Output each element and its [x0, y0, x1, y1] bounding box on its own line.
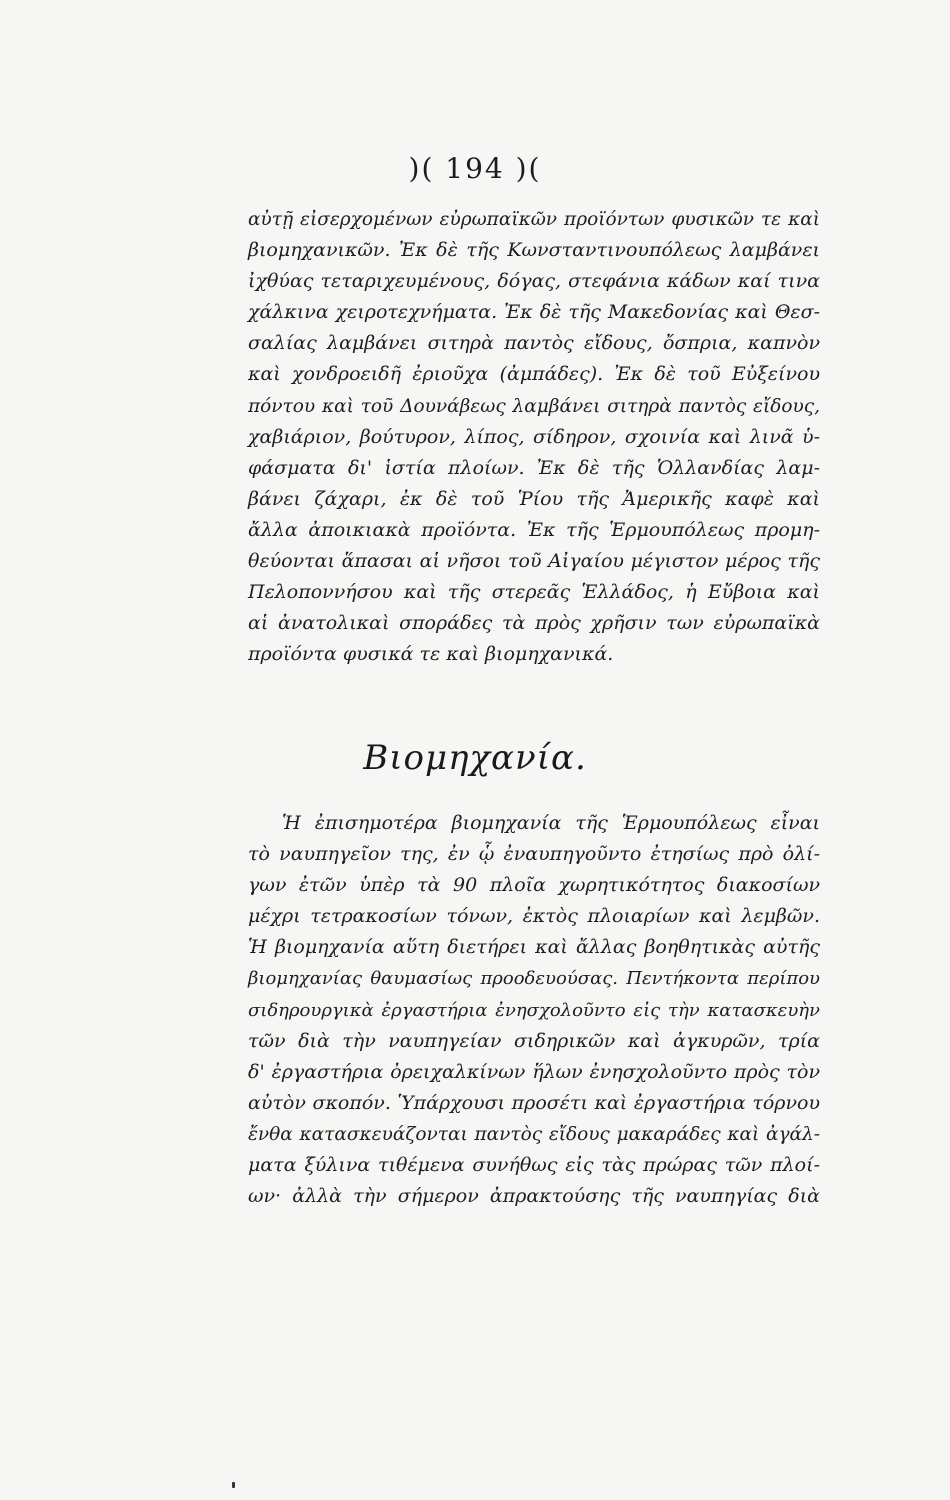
- text-line: Ἡ βιομηχανία αὕτη διετήρει καὶ ἄλλας βοηθητικὰς αὐτῆς: [248, 936, 820, 959]
- text-line: Ἡ ἐπισημοτέρα βιομηχανία τῆς Ἑρμουπόλεως εἶναι: [282, 812, 820, 834]
- text-line: χάλκινα χειροτεχνήματα. Ἐκ δὲ τῆς Μακεδονίας καὶ Θεσ-: [248, 301, 820, 324]
- text-line: μέχρι τετρακοσίων τόνων, ἐκτὸς πλοιαρίων καὶ λεμβῶν.: [248, 905, 820, 928]
- text-line: θεύονται ἅπασαι αἱ νῆσοι τοῦ Αἰγαίου μέγιστον μέρος τῆς: [248, 550, 820, 573]
- text-line: τῶν διὰ τὴν ναυπηγείαν σιδηρικῶν καὶ ἀγκυρῶν, τρία: [248, 1029, 820, 1052]
- text-line: ἰχθύας τεταριχευμένους, δόγας, στεφάνια κάδων καί τινα: [248, 270, 820, 293]
- text-line: βάνει ζάχαρι, ἐκ δὲ τοῦ Ῥίου τῆς Ἀμερικῆς καφὲ καὶ: [248, 487, 820, 510]
- page-number: )( 194 )(: [408, 152, 542, 185]
- text-line: πόντου καὶ τοῦ Δουνάβεως λαμβάνει σιτηρὰ παντὸς εἴδους,: [248, 395, 820, 417]
- text-line: γων ἐτῶν ὑπὲρ τὰ 90 πλοῖα χωρητικότητος διακοσίων: [248, 874, 820, 897]
- text-line: αὐτὸν σκοπόν. Ὑπάρχουσι προσέτι καὶ ἐργαστήρια τόρνου: [248, 1091, 820, 1114]
- paragraph-trade: [248, 204, 820, 670]
- text-line: αὐτῇ εἰσερχομένων εὐρωπαϊκῶν προϊόντων φυσικῶν τε καὶ: [248, 209, 820, 230]
- text-line: χαβιάριον, βούτυρον, λίπος, σίδηρον, σχοινία καὶ λινᾶ ὑ-: [248, 425, 820, 448]
- text-line: βιομηχανίας θαυμασίως προοδευούσας. Πεντήκοντα περίπου: [248, 968, 820, 990]
- paragraph-industry: [248, 808, 820, 1212]
- text-line: καὶ χονδροειδῆ ἐριοῦχα (ἀμπάδες). Ἐκ δὲ τοῦ Εὐξείνου: [248, 363, 820, 386]
- text-line: προϊόντα φυσικά τε καὶ βιομηχανικά.: [248, 643, 614, 666]
- text-line: φάσματα δι' ἱστία πλοίων. Ἐκ δὲ τῆς Ὁλλανδίας λαμ-: [248, 456, 820, 479]
- text-line: σιδηρουργικὰ ἐργαστήρια ἐνησχολοῦντο εἰς τὴν κατασκευὴν: [248, 999, 820, 1021]
- text-line: ἔνθα κατασκευάζονται παντὸς εἴδους μακαράδες καὶ ἀγάλ-: [248, 1123, 820, 1145]
- text-line: Πελοποννήσου καὶ τῆς στερεᾶς Ἑλλάδος, ἡ Εὔβοια καὶ: [248, 581, 820, 604]
- text-line: τὸ ναυπηγεῖον της, ἐν ᾧ ἐναυπηγοῦντο ἐτησίως πρὸ ὀλί-: [248, 843, 820, 866]
- text-line: σαλίας λαμβάνει σιτηρὰ παντὸς εἴδους, ὄσπρια, καπνὸν: [248, 332, 820, 355]
- text-line: δ' ἐργαστήρια ὀρειχαλκίνων ἥλων ἐνησχολοῦντο πρὸς τὸν: [248, 1060, 820, 1083]
- text-line: ων· ἀλλὰ τὴν σήμερον ἀπρακτούσης τῆς ναυπηγίας διὰ: [248, 1185, 820, 1208]
- text-line: βιομηχανικῶν. Ἐκ δὲ τῆς Κωνσταντινουπόλεως λαμβάνει: [248, 239, 820, 262]
- ink-speck: [232, 1482, 235, 1488]
- text-line: αἱ ἀνατολικαὶ σποράδες τὰ πρὸς χρῆσιν των εὐρωπαϊκὰ: [248, 612, 820, 635]
- text-line: ματα ξύλινα τιθέμενα συνήθως εἰς τὰς πρώρας τῶν πλοί-: [248, 1154, 820, 1177]
- section-heading: Βιομηχανία.: [363, 738, 587, 778]
- text-line: ἄλλα ἀποικιακὰ προϊόντα. Ἐκ τῆς Ἑρμουπόλεως προμη-: [248, 518, 820, 541]
